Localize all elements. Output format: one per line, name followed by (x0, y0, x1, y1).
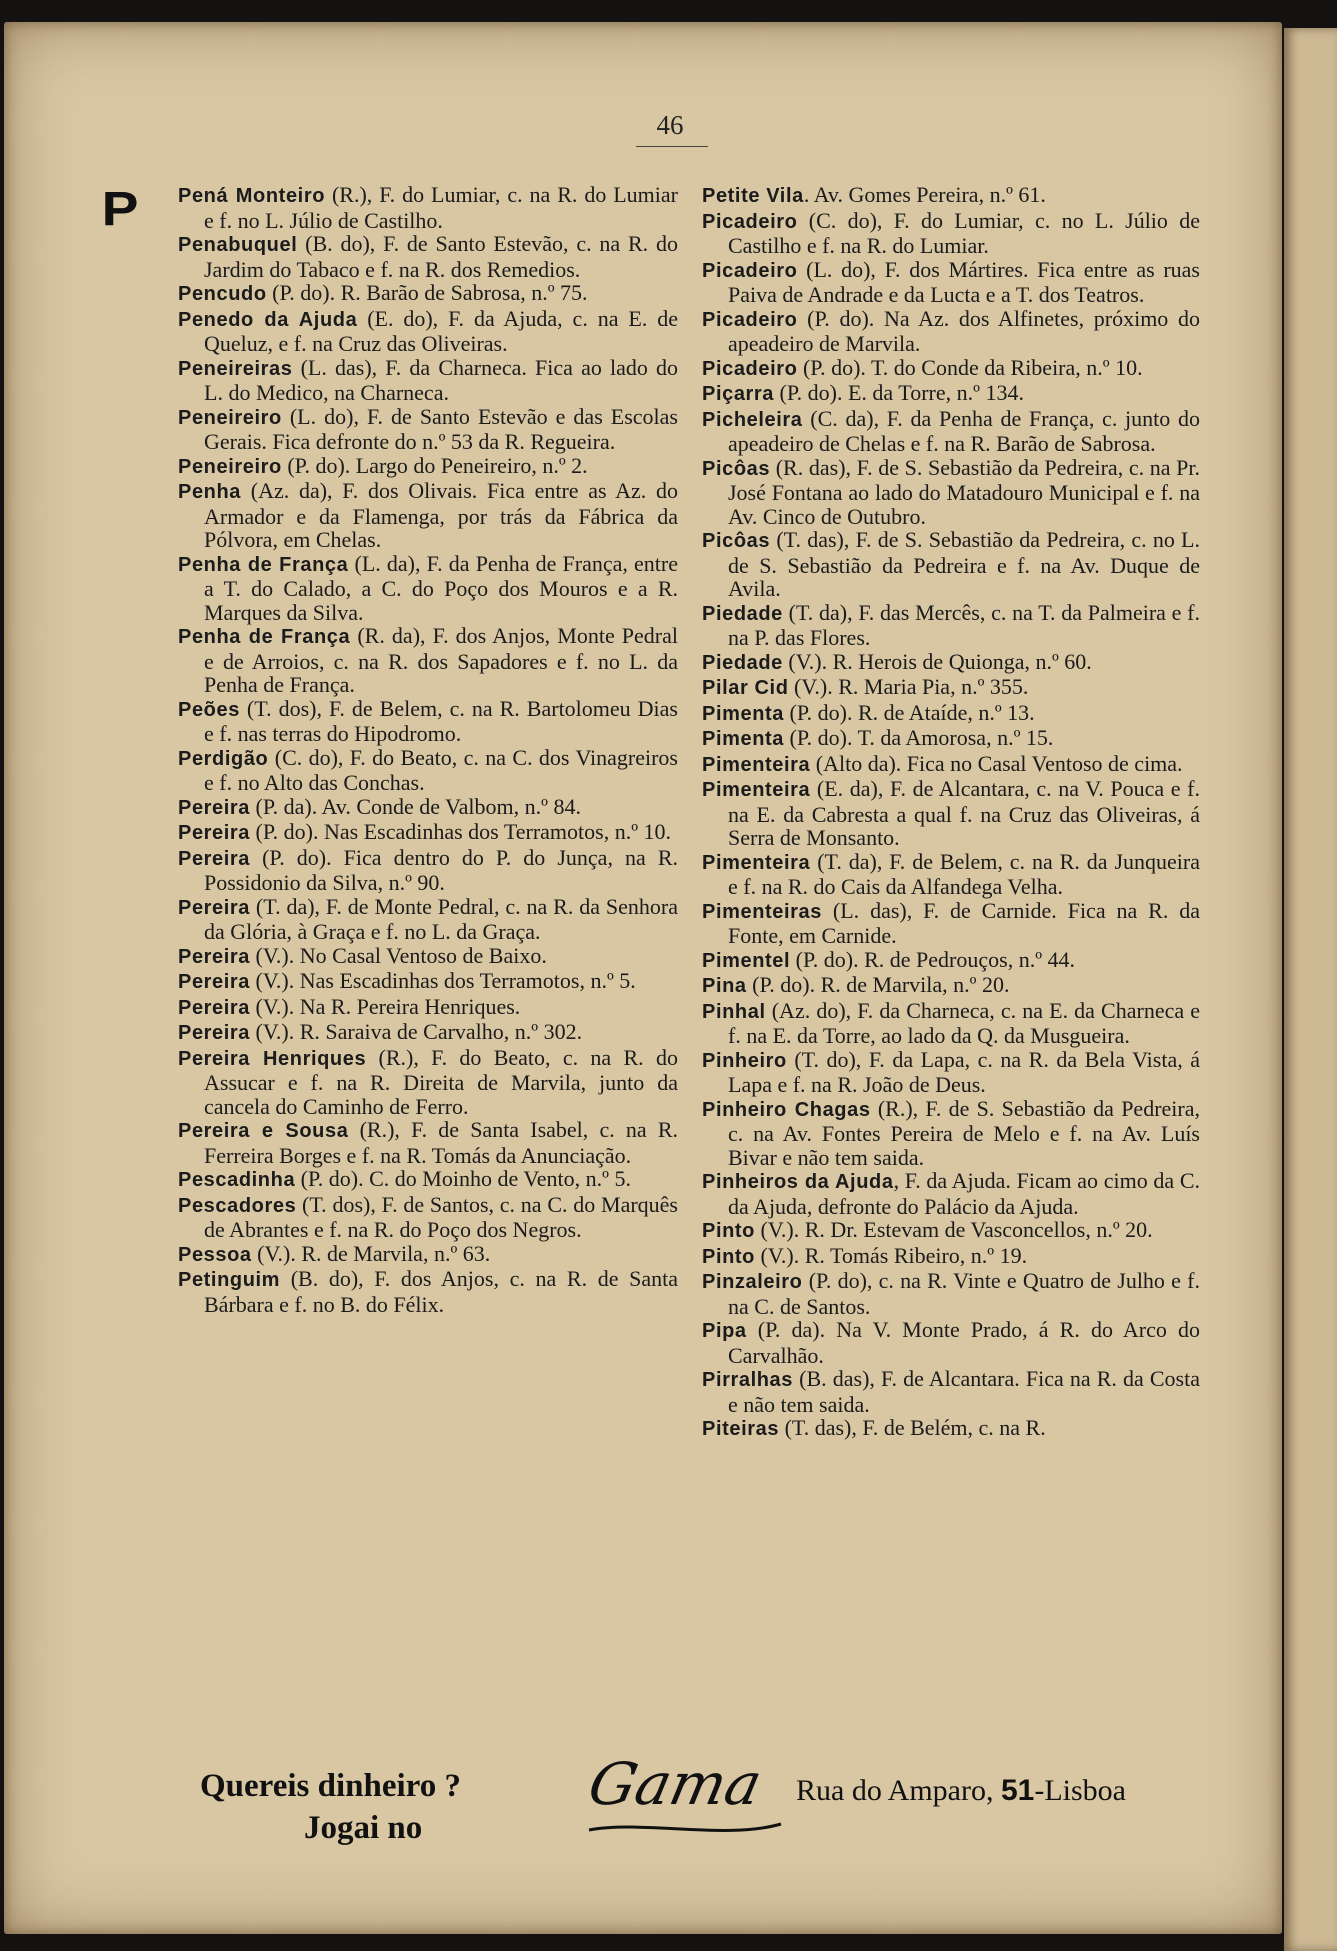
entry-name: Petinguim (178, 1269, 281, 1291)
entry-name: Pimenta (702, 728, 785, 750)
entry-text: (V.). Nas Escadinhas dos Terramotos, n.º 5. (250, 968, 636, 993)
directory-entry (178, 1193, 678, 1242)
entry-name: Petite Vila (702, 185, 804, 207)
entry-name: Pescadinha (178, 1169, 296, 1191)
directory-entry (702, 456, 1200, 529)
entry-name: Pená Monteiro (178, 185, 326, 207)
directory-entry (178, 1242, 678, 1268)
entry-text: (L. das), F. de Carnide. Fica na R. da Fonte, em Carnide. (728, 897, 1200, 948)
entry-name: Picôas (702, 457, 771, 480)
entry-name: Picadeiro (702, 357, 798, 380)
address-street: Rua do Amparo, (796, 1774, 1001, 1807)
entry-name: Pereira (178, 1022, 251, 1044)
entry-text: (P. do). Largo do Peneireiro, n.º 2. (281, 452, 588, 478)
directory-entry (178, 356, 678, 405)
directory-entry (702, 701, 1200, 727)
advert-headline: Quereis dinheiro ? (200, 1768, 461, 1804)
entry-text: (L. do), F. de Santo Estevão e das Escolas Gerais. Fica defronte do n.º 53 da R. Regueira. (204, 403, 678, 454)
entry-text: (R. das), F. de S. Sebastião da Pedreira, c. na Pr. José Fontana ao lado do Matadouro Municipal e f. na Av. Cinco de Outubro. (728, 454, 1200, 529)
entry-text: (R. da), F. dos Anjos, Monte Pedral e de Arroios, c. na R. dos Sapadores e f. no L. da Penha de França. (204, 623, 678, 697)
entry-text: (T. da), F. de Belem, c. na R. da Junqueira e f. na R. do Cais da Alfandega Velha. (728, 848, 1200, 899)
entry-text: (P. do). C. do Moinho de Vento, n.º 5. (295, 1166, 631, 1191)
directory-entry (178, 281, 678, 307)
entry-name: Penha (178, 481, 242, 503)
entry-text: (V.). R. Dr. Estevam de Vasconcellos, n.º 20. (755, 1217, 1153, 1242)
directory-entry (178, 405, 678, 454)
directory-entry (178, 232, 678, 281)
directory-entry (702, 850, 1200, 899)
directory-entry (178, 454, 678, 480)
directory-entry (702, 650, 1200, 676)
directory-entry (702, 528, 1200, 601)
entry-text: (P. do), c. na R. Vinte e Quatro de Julho e f. na C. de Santos. (728, 1268, 1200, 1319)
entry-name: Pimentel (702, 949, 791, 972)
gama-logo: Gama (582, 1750, 768, 1818)
entry-text: (Az. do), F. da Charneca, c. na E. da Charneca e f. na E. da Torre, ao lado da Q. da Musgueira. (728, 997, 1200, 1048)
entry-name: Pinto (702, 1220, 755, 1242)
directory-entry (702, 381, 1200, 407)
entry-text: (E. do), F. da Ajuda, c. na E. de Queluz, e f. na Cruz das Oliveiras. (204, 305, 678, 356)
entry-text: (R.), F. do Lumiar, c. na R. do Lumiar e f. no L. Júlio de Castilho. (204, 182, 679, 233)
entry-text: (V.). Na R. Pereira Henriques. (250, 993, 521, 1019)
entry-text: (P. do). T. do Conde da Ribeira, n.º 10. (797, 354, 1143, 380)
entry-name: Penha de França (178, 626, 351, 648)
entry-text: (V.). R. de Marvila, n.º 63. (251, 1240, 491, 1266)
directory-entry (178, 746, 678, 795)
directory-entry (702, 1367, 1200, 1416)
entry-name: Peões (178, 698, 240, 721)
entry-text: (B. do), F. dos Anjos, c. na R. de Santa Bárbara e f. no B. do Félix. (204, 1266, 678, 1317)
entry-name: Pescadores (178, 1194, 297, 1217)
entry-text: , F. da Ajuda. Ficam ao cimo da C. da Ajuda, defronte do Palácio da Ajuda. (728, 1168, 1200, 1219)
entry-text: (V.). R. Maria Pia, n.º 355. (788, 674, 1029, 699)
entry-name: Pilar Cid (702, 677, 789, 699)
entry-text: (C. do), F. do Lumiar, c. no L. Júlio de Castilho e f. na R. do Lumiar. (728, 207, 1200, 258)
directory-entry (178, 944, 678, 970)
entry-name: Picadeiro (702, 259, 798, 282)
directory-entry (702, 209, 1200, 258)
entry-text: (T. da), F. de Monte Pedral, c. na R. da Senhora da Glória, à Graça e f. no L. da Graça. (204, 893, 678, 944)
entry-name: Penedo da Ajuda (178, 308, 358, 331)
entry-name: Penha de França (178, 553, 349, 576)
directory-entry (702, 1269, 1200, 1318)
entry-text: (P. da). Na V. Monte Prado, á R. do Arco do Carvalhão. (728, 1317, 1200, 1368)
directory-entry (702, 1169, 1200, 1218)
entry-name: Pimenteira (702, 779, 811, 801)
entry-name: Pereira (178, 971, 251, 993)
directory-entry (178, 820, 678, 846)
left-column (178, 183, 678, 1316)
section-letter: P (101, 183, 139, 236)
directory-entry (178, 1118, 678, 1167)
entry-name: Pinheiro (702, 1049, 787, 1072)
entry-name: Peneireiras (178, 357, 293, 380)
directory-entry (178, 624, 678, 697)
entry-name: Pimenta (702, 702, 785, 725)
entry-name: Peneireiro (178, 455, 282, 478)
entry-text: (P. do). Na Az. dos Alfinetes, próximo do apeadeiro de Marvila. (728, 305, 1200, 356)
entry-text: (T. das), F. de S. Sebastião da Pedreira, c. no L. de S. Sebastião da Pedreira e f. na Av. Duque de Avila. (728, 527, 1200, 601)
directory-entry (178, 552, 678, 625)
entry-text: (P. do). T. da Amorosa, n.º 15. (784, 725, 1054, 750)
entry-name: Pereira e Sousa (178, 1120, 349, 1142)
entry-text: (R.), F. de Santa Isabel, c. na R. Ferreira Borges e f. na R. Tomás da Anunciação. (204, 1117, 678, 1168)
entry-name: Pessoa (178, 1243, 252, 1266)
entry-name: Pereira (178, 796, 251, 819)
entry-name: Pimenteiras (702, 900, 822, 923)
directory-entry (702, 999, 1200, 1048)
entry-name: Pereira (178, 996, 251, 1019)
directory-entry (178, 895, 678, 944)
entry-name: Picadeiro (702, 308, 798, 331)
directory-entry (702, 1416, 1200, 1442)
entry-name: Piçarra (702, 383, 775, 405)
entry-name: Pinhal (702, 1000, 766, 1023)
address-number: 51 (1000, 1774, 1035, 1807)
page-number: 46 (656, 110, 684, 140)
directory-entry (178, 1046, 678, 1119)
entry-name: Pinheiros da Ajuda (702, 1171, 894, 1193)
entry-name: Pereira Henriques (178, 1047, 367, 1070)
directory-entry (702, 1048, 1200, 1097)
logo-swash (585, 1816, 785, 1840)
directory-entry (178, 795, 678, 821)
entry-name: Pina (702, 975, 747, 997)
directory-entry (178, 479, 678, 552)
entry-text: (R.), F. de S. Sebastião da Pedreira, c. na Av. Fontes Pereira de Melo e f. na Av. Luís Bivar e não tem saida. (728, 1095, 1200, 1170)
entry-name: Pinto (702, 1245, 755, 1268)
entry-text: (C. do), F. do Beato, c. na C. dos Vinagreiros e f. no Alto das Conchas. (204, 744, 678, 795)
entry-name: Pirralhas (702, 1369, 794, 1391)
directory-entry (178, 1267, 678, 1316)
directory-entry (702, 407, 1200, 456)
directory-entry (178, 969, 678, 995)
directory-entry (178, 995, 678, 1021)
entry-name: Pinzaleiro (702, 1271, 803, 1293)
entry-text: (T. dos), F. de Belem, c. na R. Bartolomeu Dias e f. nas terras do Hipodromo. (204, 695, 678, 746)
directory-entry (702, 899, 1200, 948)
adjacent-page-edge (1284, 28, 1337, 1951)
directory-entry (702, 777, 1200, 850)
directory-entry (702, 1318, 1200, 1367)
entry-text: (P. do). R. de Pedrouços, n.º 44. (790, 946, 1076, 972)
entry-name: Perdigão (178, 747, 269, 770)
right-column (702, 183, 1200, 1442)
directory-entry (702, 752, 1200, 778)
entry-text: (P. do). Fica dentro do P. do Junça, na R. Possidonio da Silva, n.º 90. (204, 844, 678, 895)
entry-text: (P. do). R. de Marvila, n.º 20. (746, 972, 1010, 997)
entry-text: (T. das), F. de Belém, c. na R. (779, 1415, 1046, 1440)
entry-text: (P. do). R. Barão de Sabrosa, n.º 75. (266, 280, 588, 305)
entry-text: (E. da), F. de Alcantara, c. na V. Pouca e f. na E. da Cabresta a qual f. na Cruz das Oliveiras, á Serra de Monsanto. (728, 776, 1200, 850)
directory-entry (702, 307, 1200, 356)
directory-entry (702, 726, 1200, 752)
advertisement (200, 1750, 1220, 1870)
page-number-rule (636, 146, 708, 147)
directory-entry (702, 258, 1200, 307)
entry-text: (V.). R. Herois de Quionga, n.º 60. (782, 648, 1092, 674)
entry-name: Peneireiro (178, 406, 282, 429)
address-city: -Lisboa (1034, 1774, 1126, 1807)
entry-text: (P. do). E. da Torre, n.º 134. (774, 380, 1024, 405)
directory-entry (702, 973, 1200, 999)
entry-name: Piedade (702, 602, 783, 625)
directory-entry (702, 948, 1200, 974)
entry-text: (C. da), F. da Penha de França, c. junto do apeadeiro de Chelas e f. na R. Barão de Sabrosa. (728, 405, 1200, 456)
directory-entry (702, 1244, 1200, 1270)
advert-address (796, 1774, 1126, 1808)
entry-name: Penabuquel (178, 234, 298, 256)
entry-text: (L. do), F. dos Mártires. Fica entre as ruas Paiva de Andrade e da Lucta e a T. dos Teatros. (728, 256, 1200, 307)
directory-entry (178, 307, 678, 356)
entry-text: (B. do), F. de Santo Estevão, c. na R. do Jardim do Tabaco e f. na R. dos Remedios. (204, 231, 678, 282)
entry-text: (T. da), F. das Mercês, c. na T. da Palmeira e f. na P. das Flores. (728, 599, 1200, 650)
directory-entry (178, 1020, 678, 1046)
entry-name: Pereira (178, 822, 251, 844)
entry-text: (V.). R. Tomás Ribeiro, n.º 19. (755, 1242, 1028, 1268)
entry-name: Pimenteira (702, 851, 811, 874)
entry-name: Picôas (702, 530, 771, 552)
directory-entry (702, 675, 1200, 701)
entry-name: Piteiras (702, 1418, 780, 1440)
entry-text: (T. do), F. da Lapa, c. na R. da Bela Vista, á Lapa e f. na R. João de Deus. (728, 1046, 1200, 1097)
entry-name: Pencudo (178, 283, 267, 305)
entry-text: (V.). No Casal Ventoso de Baixo. (250, 942, 547, 968)
entry-name: Pimenteira (702, 753, 811, 776)
directory-entry (702, 1097, 1200, 1170)
directory-entry (178, 1167, 678, 1193)
entry-name: Picadeiro (702, 210, 798, 233)
entry-text: . Av. Gomes Pereira, n.º 61. (803, 182, 1046, 207)
entry-text: (Az. da), F. dos Olivais. Fica entre as Az. do Armador e da Flamenga, por trás da Fábrica da Pólvora, em Chelas. (204, 478, 678, 552)
entry-text: (T. dos), F. de Santos, c. na C. do Marquês de Abrantes e f. na R. do Poço dos Negros. (204, 1191, 678, 1242)
directory-entry (178, 846, 678, 895)
entry-name: Picheleira (702, 408, 803, 431)
entry-name: Pereira (178, 896, 251, 919)
entry-text: (V.). R. Saraiva de Carvalho, n.º 302. (250, 1019, 583, 1044)
entry-text: (B. das), F. de Alcantara. Fica na R. da Costa e não tem saida. (728, 1366, 1200, 1417)
entry-name: Piedade (702, 651, 783, 674)
entry-name: Pipa (702, 1320, 747, 1342)
entry-text: (L. das), F. da Charneca. Fica ao lado do L. do Medico, na Charneca. (204, 354, 678, 405)
directory-entry (702, 356, 1200, 382)
entry-name: Pereira (178, 847, 251, 870)
directory-entry (702, 183, 1200, 209)
entry-text: (Alto da). Fica no Casal Ventoso de cima. (810, 750, 1183, 776)
entry-text: (P. do). R. de Ataíde, n.º 13. (784, 699, 1035, 725)
entry-name: Pinheiro Chagas (702, 1098, 871, 1121)
directory-entry (178, 183, 678, 232)
advert-subline: Jogai no (304, 1810, 423, 1846)
entry-name: Pereira (178, 945, 251, 968)
entry-text: (L. da), F. da Penha de França, entre a T. do Calado, a C. do Poço dos Mouros e a R. Marques da Silva. (204, 550, 678, 625)
entry-text: (P. da). Av. Conde de Valbom, n.º 84. (250, 793, 581, 819)
entry-text: (R.), F. do Beato, c. na R. do Assucar e f. na R. Direita de Marvila, junto da cancela do Caminho de Ferro. (204, 1044, 678, 1119)
entry-text: (P. do). Nas Escadinhas dos Terramotos, n.º 10. (250, 819, 672, 844)
directory-entry (702, 601, 1200, 650)
directory-entry (178, 697, 678, 746)
directory-entry (702, 1218, 1200, 1244)
